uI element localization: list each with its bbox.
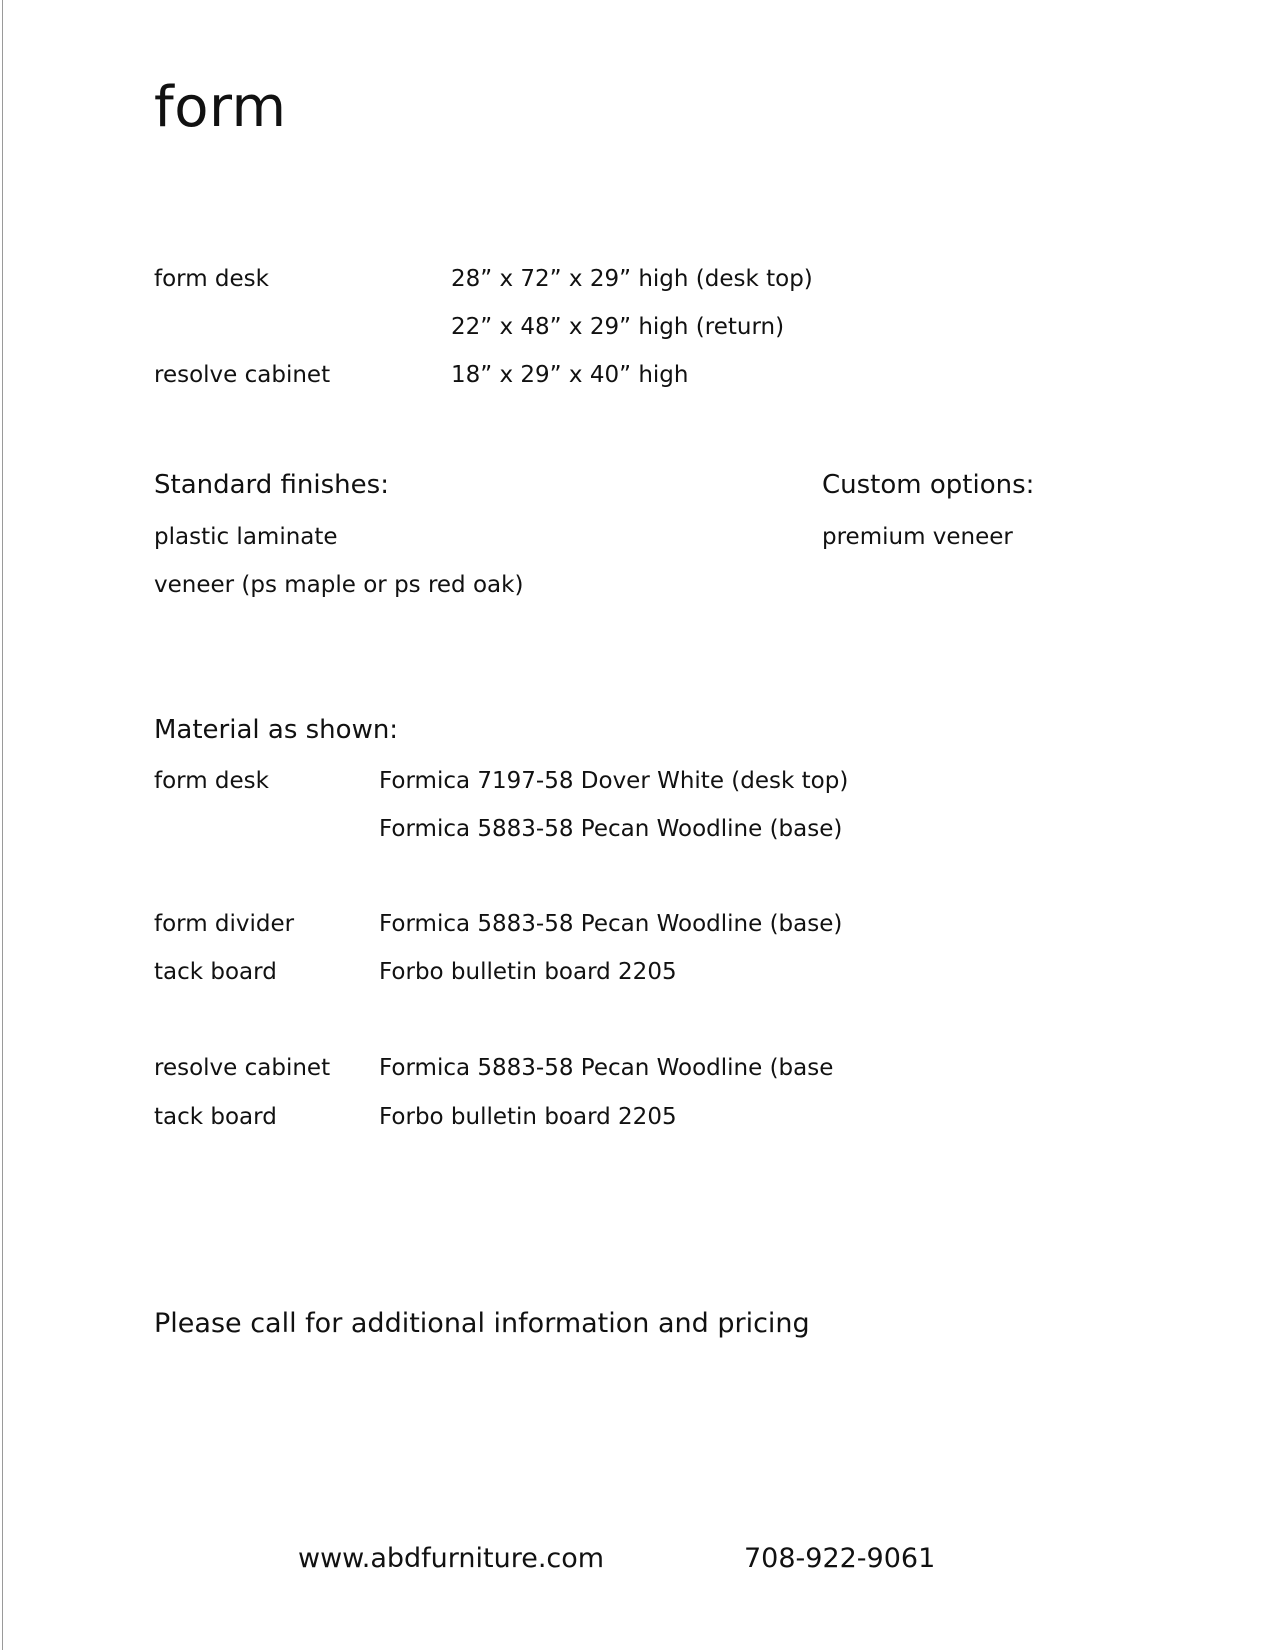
custom-option-item: premium veneer <box>822 524 1013 550</box>
standard-finishes-heading: Standard finishes: <box>154 470 389 500</box>
page-title: form <box>154 75 287 140</box>
custom-options-heading: Custom options: <box>822 470 1035 500</box>
website-link[interactable]: www.abdfurniture.com <box>298 1543 605 1574</box>
finish-item: veneer (ps maple or ps red oak) <box>154 572 524 598</box>
material-value: Forbo bulletin board 2205 <box>379 1104 677 1130</box>
material-label: tack board <box>154 959 277 985</box>
material-value: Formica 7197-58 Dover White (desk top) <box>379 768 849 794</box>
material-label: resolve cabinet <box>154 1055 331 1081</box>
material-label: form desk <box>154 768 269 794</box>
material-label: tack board <box>154 1104 277 1130</box>
material-label: form divider <box>154 911 295 937</box>
dimension-value: 28” x 72” x 29” high (desk top) <box>451 266 813 292</box>
phone-number: 708-922-9061 <box>744 1543 936 1574</box>
page-edge-line <box>2 0 3 1650</box>
dimension-value: 18” x 29” x 40” high <box>451 362 689 388</box>
dimension-label: resolve cabinet <box>154 362 331 388</box>
material-value: Formica 5883-58 Pecan Woodline (base <box>379 1055 834 1081</box>
material-value: Forbo bulletin board 2205 <box>379 959 677 985</box>
dimension-value: 22” x 48” x 29” high (return) <box>451 314 785 340</box>
finish-item: plastic laminate <box>154 524 338 550</box>
closing-note: Please call for additional information and pricing <box>154 1308 810 1339</box>
material-heading: Material as shown: <box>154 715 399 745</box>
material-value: Formica 5883-58 Pecan Woodline (base) <box>379 816 843 842</box>
material-value: Formica 5883-58 Pecan Woodline (base) <box>379 911 843 937</box>
dimension-label: form desk <box>154 266 269 292</box>
